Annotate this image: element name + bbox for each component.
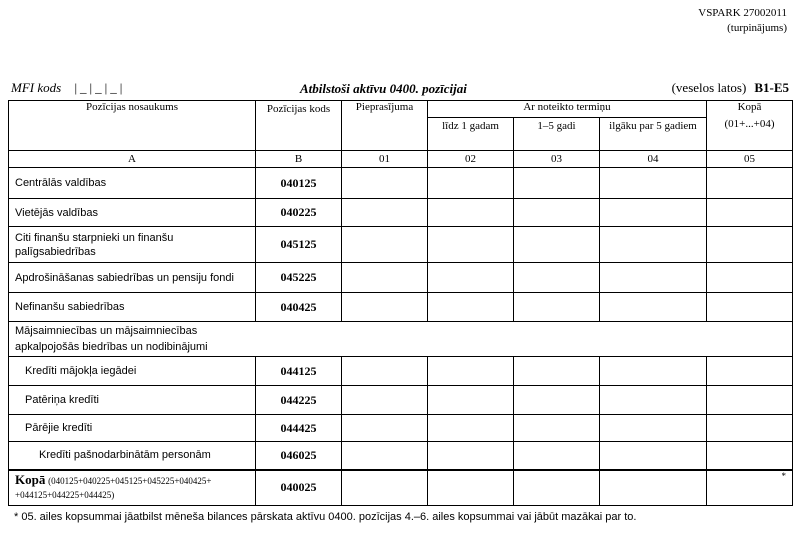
input-cell[interactable] [428, 227, 514, 263]
input-cell[interactable] [342, 293, 428, 322]
input-cell[interactable] [342, 227, 428, 263]
row-code: 044225 [256, 386, 342, 415]
input-cell[interactable] [428, 293, 514, 322]
col-t2-header: 1–5 gadi [514, 118, 600, 151]
total-label-cell [9, 470, 256, 506]
input-cell[interactable] [600, 227, 707, 263]
input-cell[interactable] [428, 168, 514, 199]
row-code: 040125 [256, 168, 342, 199]
input-cell[interactable] [428, 415, 514, 442]
input-cell[interactable] [514, 199, 600, 227]
input-cell[interactable] [342, 199, 428, 227]
col-total-label: Kopā [737, 101, 762, 113]
form-header [698, 6, 787, 36]
input-cell[interactable] [707, 357, 793, 386]
col-total-formula: (01+...+04) [724, 118, 775, 130]
input-cell[interactable] [514, 386, 600, 415]
total-label: Kopā [15, 472, 46, 488]
unit-text: (veselos latos) [671, 80, 747, 95]
input-cell[interactable] [600, 168, 707, 199]
households-label: Mājsaimniecības un mājsaimniecības apkalpojošās biedrības un nodibinājumi [9, 322, 793, 357]
total-row [9, 470, 793, 506]
input-cell[interactable] [707, 415, 793, 442]
input-cell[interactable] [514, 293, 600, 322]
input-cell[interactable] [707, 386, 793, 415]
input-cell[interactable] [600, 470, 707, 506]
input-cell[interactable] [514, 168, 600, 199]
total-footnote-mark: * [707, 470, 793, 506]
mfi-code-field [11, 80, 125, 96]
table-row [9, 227, 793, 263]
report-table [8, 100, 793, 506]
unit-label [672, 80, 789, 96]
table-row [9, 415, 793, 442]
input-cell[interactable] [428, 470, 514, 506]
input-cell[interactable] [514, 470, 600, 506]
table-row [9, 386, 793, 415]
row-code: 040225 [256, 199, 342, 227]
row-code: 045125 [256, 227, 342, 263]
input-cell[interactable] [600, 293, 707, 322]
table-row [9, 199, 793, 227]
col-code-header: Pozīcijas kods [256, 101, 342, 151]
input-cell[interactable] [428, 263, 514, 293]
row-label: Nefinanšu sabiedrības [9, 293, 256, 322]
input-cell[interactable] [342, 357, 428, 386]
col-t3-header: ilgāku par 5 gadiem [600, 118, 707, 151]
input-cell[interactable] [514, 357, 600, 386]
input-cell[interactable] [707, 442, 793, 470]
input-cell[interactable] [342, 442, 428, 470]
col-letter: 03 [514, 151, 600, 168]
input-cell[interactable] [707, 227, 793, 263]
col-term-header: Ar noteikto termiņu [428, 101, 707, 118]
input-cell[interactable] [514, 442, 600, 470]
row-label: Apdrošināšanas sabiedrības un pensiju fondi [9, 263, 256, 293]
page-title: Atbilstoši aktīvu 0400. pozīcijai [300, 81, 467, 96]
input-cell[interactable] [707, 263, 793, 293]
table-row [9, 293, 793, 322]
input-cell[interactable] [514, 227, 600, 263]
input-cell[interactable] [600, 263, 707, 293]
input-cell[interactable] [707, 293, 793, 322]
col-demand-header: Pieprasījuma [342, 101, 428, 151]
input-cell[interactable] [342, 263, 428, 293]
row-code: 044125 [256, 357, 342, 386]
table-row [9, 263, 793, 293]
table-row [9, 168, 793, 199]
subrow-label: Patēriņa kredīti [9, 386, 256, 415]
table-row [9, 357, 793, 386]
total-formula: (040125+040225+045125+045225+040425+ +044125+044225+044425) [15, 476, 212, 501]
input-cell[interactable] [428, 386, 514, 415]
subrow-label: Pārējie kredīti [9, 415, 256, 442]
input-cell[interactable] [428, 442, 514, 470]
input-cell[interactable] [600, 386, 707, 415]
input-cell[interactable] [514, 263, 600, 293]
col-letter: 04 [600, 151, 707, 168]
row-label: Vietējās valdības [9, 199, 256, 227]
mfi-code-boxes[interactable]: |_|_|_| [74, 80, 126, 95]
row-label: Citi finanšu starpnieki un finanšu palīgsabiedrības [9, 227, 256, 263]
footnote: * 05. ailes kopsummai jāatbilst mēneša bilances pārskata aktīvu 0400. pozīcijas 4.–6. ailes kopsummai vai jābūt mazākai par to. [14, 511, 637, 523]
input-cell[interactable] [600, 415, 707, 442]
col-t1-header: līdz 1 gadam [428, 118, 514, 151]
subrow-label: Kredīti mājokļa iegādei [9, 357, 256, 386]
col-letter: A [9, 151, 256, 168]
row-code: 040425 [256, 293, 342, 322]
col-name-header: Pozīcijas nosaukums [9, 101, 256, 151]
row-code: 045225 [256, 263, 342, 293]
row-code: 046025 [256, 442, 342, 470]
input-cell[interactable] [514, 415, 600, 442]
row-label: Centrālās valdības [9, 168, 256, 199]
total-code: 040025 [256, 470, 342, 506]
input-cell[interactable] [342, 386, 428, 415]
input-cell[interactable] [707, 199, 793, 227]
households-section [9, 322, 793, 357]
col-letter: 02 [428, 151, 514, 168]
col-total-header [707, 101, 793, 151]
table-code: B1-E5 [754, 80, 789, 95]
input-cell[interactable] [600, 357, 707, 386]
continued-note: (turpinājums) [727, 22, 787, 34]
input-cell[interactable] [342, 168, 428, 199]
input-cell[interactable] [342, 470, 428, 506]
input-cell[interactable] [600, 199, 707, 227]
input-cell[interactable] [428, 357, 514, 386]
input-cell[interactable] [600, 442, 707, 470]
form-id: VSPARK 27002011 [698, 7, 787, 19]
col-letter: B [256, 151, 342, 168]
input-cell[interactable] [428, 199, 514, 227]
row-code: 044425 [256, 415, 342, 442]
col-letter: 01 [342, 151, 428, 168]
col-letter: 05 [707, 151, 793, 168]
input-cell[interactable] [707, 168, 793, 199]
subrow-label: Kredīti pašnodarbinātām personām [9, 442, 256, 470]
mfi-label: MFI kods [11, 80, 62, 95]
input-cell[interactable] [342, 415, 428, 442]
table-row [9, 442, 793, 470]
